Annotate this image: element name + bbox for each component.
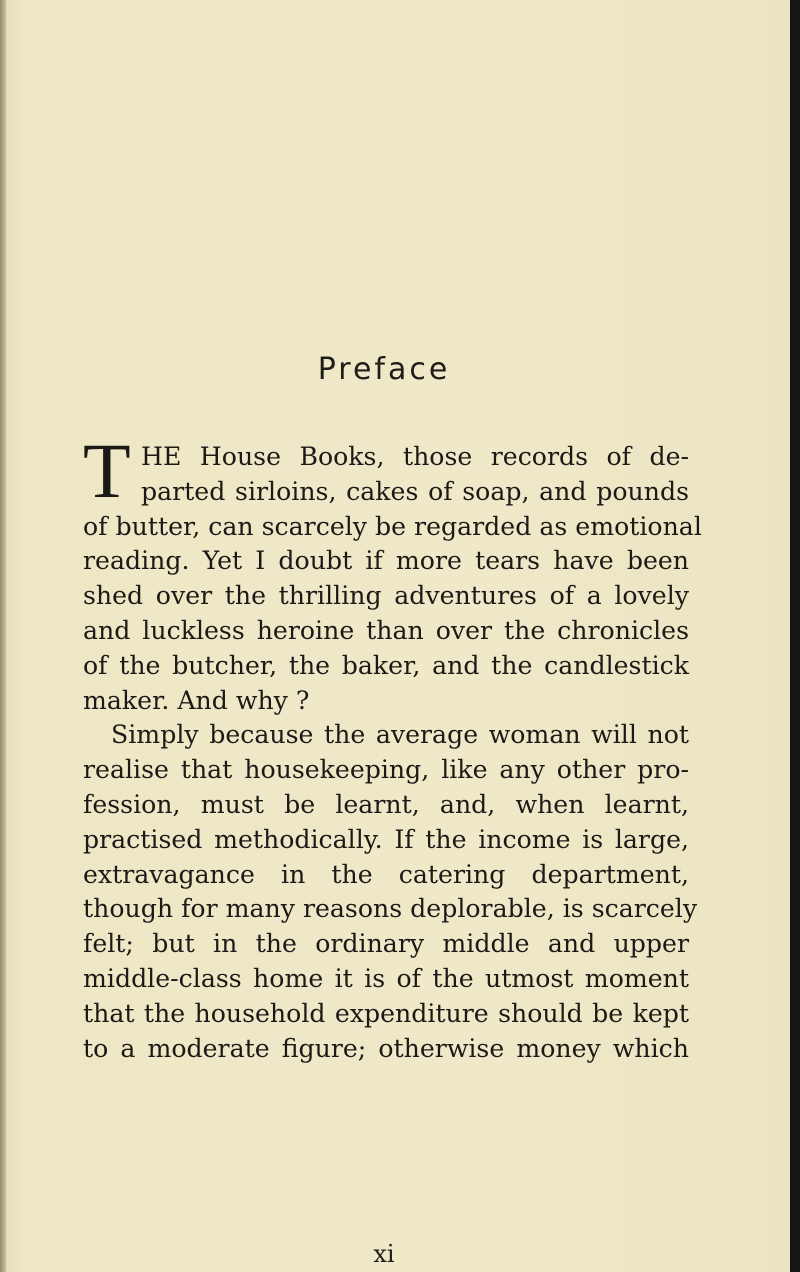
- text-line: Simply because the average woman will not: [111, 720, 689, 750]
- text-line: HE House Books, those records of de-: [141, 442, 689, 471]
- text-line: parted sirloins, cakes of soap, and pounds: [141, 476, 689, 506]
- text-line: of butter, can scarcely be regarded as emotional: [83, 511, 702, 541]
- text-line: felt; but in the ordinary middle and upper: [83, 929, 689, 959]
- text-line: middle-class home it is of the utmost moment: [83, 963, 689, 993]
- page-gutter-shadow: [0, 0, 6, 1272]
- text-line: practised methodically. If the income is large,: [83, 824, 689, 854]
- text-line: extravagance in the catering department,: [83, 859, 689, 889]
- text-line: reading. Yet I doubt if more tears have been: [83, 546, 689, 576]
- text-line: fession, must be learnt, and, when learnt,: [83, 789, 689, 819]
- drop-cap: T: [83, 427, 131, 514]
- preface-body: [83, 427, 702, 1066]
- text-line: of the butcher, the baker, and the candlestick: [83, 650, 689, 680]
- text-line: though for many reasons deplorable, is scarcely: [83, 894, 698, 924]
- text-line: that the household expenditure should be kept: [83, 998, 689, 1028]
- text-line: shed over the thrilling adventures of a lovely: [83, 581, 689, 611]
- page-number: xi: [373, 1240, 395, 1268]
- page-outer-edge: [790, 0, 800, 1272]
- text-line: maker. And why ?: [83, 685, 310, 715]
- text-line: and luckless heroine than over the chronicles: [83, 615, 689, 645]
- chapter-title: Preface: [317, 352, 451, 387]
- text-line: to a moderate figure; otherwise money which: [83, 1033, 689, 1063]
- text-line: realise that housekeeping, like any other pro-: [83, 755, 689, 785]
